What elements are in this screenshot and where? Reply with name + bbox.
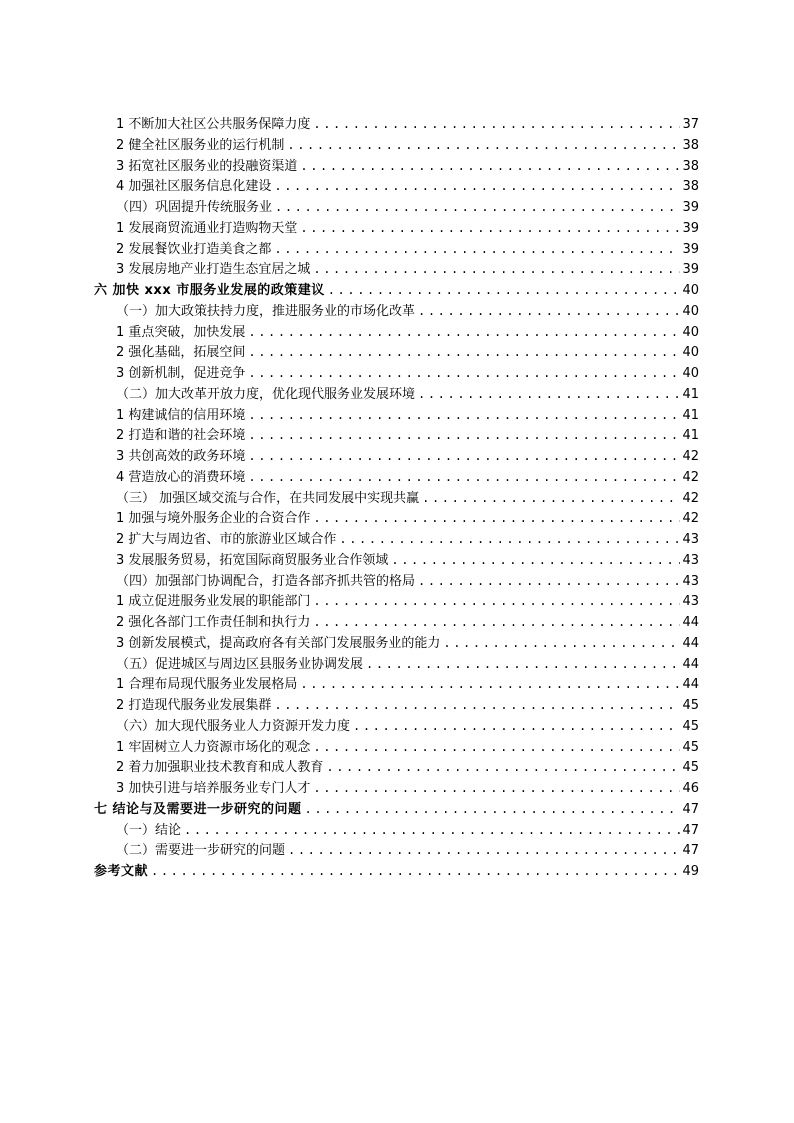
toc-entry-title: 3 拓宽社区服务业的投融资渠道 xyxy=(116,158,298,174)
toc-dot-leader xyxy=(313,259,680,280)
toc-entry-title: 2 强化基础，拓展空间 xyxy=(116,345,246,361)
toc-page-number: 40 xyxy=(682,283,699,298)
toc-dot-leader xyxy=(274,239,680,260)
toc-page-number: 42 xyxy=(682,449,699,464)
toc-entry[interactable] xyxy=(94,405,699,426)
toc-entry[interactable] xyxy=(94,363,699,384)
toc-page-number: 41 xyxy=(682,407,699,423)
toc-page-number: 39 xyxy=(682,220,699,236)
toc-section-entry[interactable] xyxy=(94,820,699,841)
toc-page-number: 40 xyxy=(682,324,699,340)
toc-entry-title: （三） 加强区域交流与合作，在共同发展中实现共赢 xyxy=(116,490,420,506)
toc-dot-leader xyxy=(418,301,680,322)
toc-entry-title: 2 打造和谐的社会环境 xyxy=(116,428,246,444)
toc-page-number: 49 xyxy=(682,864,699,879)
toc-entry-title: 2 强化各部门工作责任制和执行力 xyxy=(116,615,311,630)
toc-entry-title: 3 发展服务贸易，拓宽国际商贸服务业合作领域 xyxy=(116,552,389,568)
toc-entry-title: （四）加强部门协调配合，打造各部齐抓共管的格局 xyxy=(116,573,416,589)
toc-entry[interactable] xyxy=(94,633,699,654)
toc-entry[interactable] xyxy=(94,218,699,239)
toc-section-entry[interactable] xyxy=(94,571,699,592)
toc-page-number: 45 xyxy=(682,698,699,713)
toc-entry-title: （五）促进城区与周边区县服务业协调发展 xyxy=(116,656,364,672)
toc-page-number: 43 xyxy=(682,532,699,547)
toc-dot-leader xyxy=(305,799,681,820)
toc-entry[interactable] xyxy=(94,778,699,799)
toc-page-number: 44 xyxy=(682,656,699,672)
toc-dot-leader xyxy=(300,674,680,695)
toc-entry[interactable] xyxy=(94,612,699,633)
toc-page-number: 41 xyxy=(682,386,699,402)
toc-entry-title: （六）加大现代服务业人力资源开发力度 xyxy=(116,718,351,734)
toc-entry[interactable] xyxy=(94,467,699,488)
toc-entry-title: 2 发展餐饮业打造美食之都 xyxy=(116,241,272,257)
toc-page-number: 40 xyxy=(682,345,699,361)
toc-dot-leader xyxy=(275,197,680,218)
toc-page-number: 39 xyxy=(682,200,699,215)
toc-entry-title: 3 创新发展模式，提高政府各有关部门发展服务业的能力 xyxy=(116,635,441,651)
toc-entry-title: 参考文献 xyxy=(94,864,149,879)
toc-entry-title: 七 结论与及需要进一步研究的问题 xyxy=(94,801,302,817)
toc-dot-leader xyxy=(313,591,680,612)
toc-entry[interactable] xyxy=(94,737,699,758)
toc-entry-title: 1 发展商贸流通业打造购物天堂 xyxy=(116,220,298,236)
toc-dot-leader xyxy=(339,529,680,550)
toc-page-number: 38 xyxy=(682,137,699,153)
toc-dot-leader xyxy=(418,571,680,592)
toc-section-entry[interactable] xyxy=(94,840,699,861)
toc-entry-title: 1 牢固树立人力资源市场化的观念 xyxy=(116,739,311,755)
toc-dot-leader xyxy=(248,405,680,426)
toc-dot-leader xyxy=(328,280,681,301)
toc-entry[interactable] xyxy=(94,135,699,156)
toc-page-number: 46 xyxy=(682,781,699,796)
toc-entry-title: 2 打造现代服务业发展集群 xyxy=(116,698,272,713)
toc-dot-leader xyxy=(313,612,680,633)
toc-entry-title: 3 创新机制，促进竞争 xyxy=(116,366,246,381)
toc-entry[interactable] xyxy=(94,425,699,446)
toc-entry[interactable] xyxy=(94,322,699,343)
toc-page-number: 47 xyxy=(682,801,699,817)
toc-page-number: 43 xyxy=(682,573,699,589)
toc-entry-title: （一）结论 xyxy=(116,822,182,838)
toc-dot-leader xyxy=(248,467,680,488)
toc-entry[interactable] xyxy=(94,550,699,571)
toc-entry[interactable] xyxy=(94,259,699,280)
toc-dot-leader xyxy=(443,633,680,654)
toc-entry[interactable] xyxy=(94,342,699,363)
toc-section-entry[interactable] xyxy=(94,716,699,737)
toc-dot-leader xyxy=(248,322,680,343)
toc-entry-title: 3 发展房地产业打造生态宜居之城 xyxy=(116,262,311,278)
toc-page-number: 44 xyxy=(682,615,699,630)
toc-dot-leader xyxy=(184,820,680,841)
toc-entry[interactable] xyxy=(94,674,699,695)
toc-page-number: 42 xyxy=(682,511,699,527)
toc-entry-title: 3 共创高效的政务环境 xyxy=(116,449,246,464)
toc-dot-leader xyxy=(353,716,680,737)
toc-dot-leader xyxy=(248,446,680,467)
toc-entry-title: （二）加大改革开放力度，优化现代服务业发展环境 xyxy=(116,386,416,402)
toc-entry[interactable] xyxy=(94,695,699,716)
toc-entry-title: （一）加大政策扶持力度，推进服务业的市场化改革 xyxy=(116,303,416,319)
toc-dot-leader xyxy=(326,757,680,778)
toc-page-number: 42 xyxy=(682,469,699,485)
toc-page-number: 40 xyxy=(682,366,699,381)
toc-entry[interactable] xyxy=(94,508,699,529)
toc-entry-title: 2 健全社区服务业的运行机制 xyxy=(116,137,285,153)
toc-dot-leader xyxy=(300,156,680,177)
toc-entry-title: 4 营造放心的消费环境 xyxy=(116,469,246,485)
toc-page-number: 44 xyxy=(682,635,699,651)
toc-page-number: 43 xyxy=(682,594,699,610)
toc-dot-leader xyxy=(248,425,680,446)
toc-dot-leader xyxy=(151,861,680,882)
toc-dot-leader xyxy=(287,135,680,156)
toc-section-entry[interactable] xyxy=(94,654,699,675)
toc-page-number: 39 xyxy=(682,241,699,257)
toc-page-number: 40 xyxy=(682,303,699,319)
toc-page-number: 38 xyxy=(682,158,699,174)
table-of-contents xyxy=(94,114,699,882)
toc-entry-title: 3 加快引进与培养服务业专门人才 xyxy=(116,781,311,796)
toc-entry-title: （四）巩固提升传统服务业 xyxy=(116,200,273,215)
toc-dot-leader xyxy=(366,654,680,675)
toc-entry[interactable] xyxy=(94,591,699,612)
toc-entry[interactable] xyxy=(94,114,699,135)
toc-chapter-entry[interactable] xyxy=(94,799,699,820)
toc-entry-title: 1 合理布局现代服务业发展格局 xyxy=(116,677,298,693)
toc-section-entry[interactable] xyxy=(94,384,699,405)
toc-dot-leader xyxy=(422,488,680,509)
toc-page-number: 47 xyxy=(682,843,699,859)
toc-entry[interactable] xyxy=(94,156,699,177)
toc-entry[interactable] xyxy=(94,529,699,550)
toc-page-number: 43 xyxy=(682,552,699,568)
toc-dot-leader xyxy=(274,176,680,197)
toc-entry-title: 2 着力加强职业技术教育和成人教育 xyxy=(116,760,324,776)
toc-entry[interactable] xyxy=(94,757,699,778)
toc-dot-leader xyxy=(391,550,680,571)
toc-entry[interactable] xyxy=(94,176,699,197)
toc-dot-leader xyxy=(300,218,680,239)
toc-entry-title: 1 重点突破，加快发展 xyxy=(116,324,246,340)
toc-dot-leader xyxy=(274,695,680,716)
toc-entry-title: 4 加强社区服务信息化建设 xyxy=(116,179,272,195)
toc-page-number: 37 xyxy=(682,117,699,132)
toc-section-entry[interactable] xyxy=(94,197,699,218)
toc-dot-leader xyxy=(313,114,680,135)
toc-dot-leader xyxy=(313,778,680,799)
toc-entry[interactable] xyxy=(94,446,699,467)
toc-dot-leader xyxy=(248,342,680,363)
toc-section-entry[interactable] xyxy=(94,301,699,322)
toc-entry-title: 1 不断加大社区公共服务保障力度 xyxy=(116,117,311,132)
toc-page-number: 39 xyxy=(682,262,699,278)
toc-chapter-entry[interactable] xyxy=(94,280,699,301)
toc-page-number: 45 xyxy=(682,760,699,776)
toc-dot-leader xyxy=(418,384,680,405)
toc-entry-title: （二）需要进一步研究的问题 xyxy=(116,843,286,859)
toc-page-number: 38 xyxy=(682,179,699,195)
toc-dot-leader xyxy=(288,840,680,861)
toc-entry-title: 2 扩大与周边省、市的旅游业区域合作 xyxy=(116,532,337,547)
toc-dot-leader xyxy=(313,737,680,758)
toc-dot-leader xyxy=(248,363,680,384)
toc-page-number: 45 xyxy=(682,718,699,734)
toc-page-number: 42 xyxy=(682,490,699,506)
toc-dot-leader xyxy=(313,508,680,529)
toc-entry-title: 1 构建诚信的信用环境 xyxy=(116,407,246,423)
toc-section-entry[interactable] xyxy=(94,488,699,509)
toc-page-number: 47 xyxy=(682,822,699,838)
toc-entry-title: 1 加强与境外服务企业的合资合作 xyxy=(116,511,311,527)
toc-entry[interactable] xyxy=(94,239,699,260)
toc-references-entry[interactable] xyxy=(94,861,699,882)
toc-page-number: 44 xyxy=(682,677,699,693)
toc-page-number: 45 xyxy=(682,739,699,755)
toc-entry-title: 1 成立促进服务业发展的职能部门 xyxy=(116,594,311,610)
toc-page-number: 41 xyxy=(682,428,699,444)
toc-entry-title: 六 加快 xxx 市服务业发展的政策建议 xyxy=(94,283,325,298)
